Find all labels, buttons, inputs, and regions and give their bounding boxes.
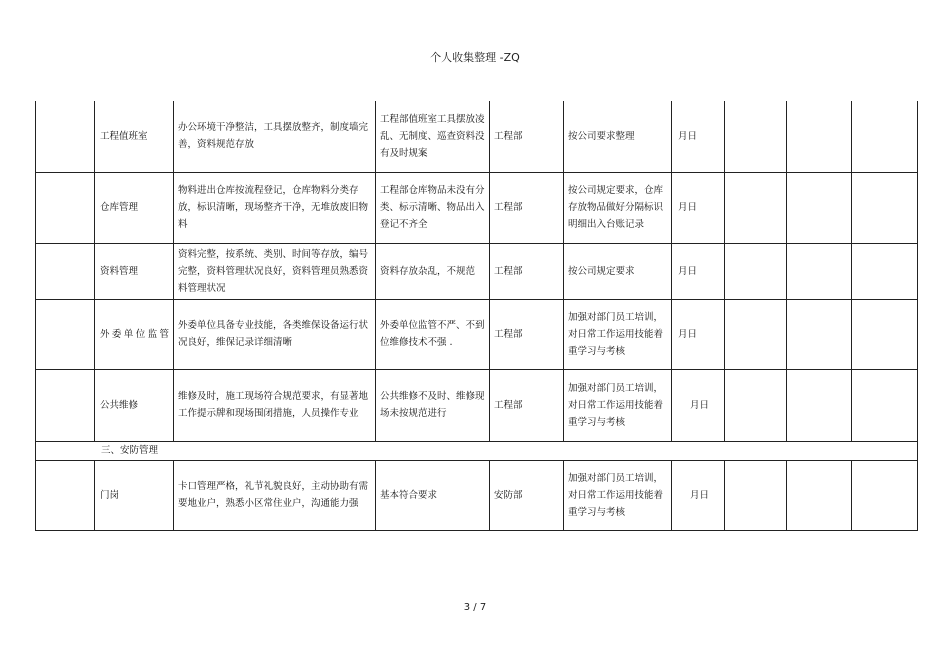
dept-cell: 工程部 (490, 243, 564, 299)
date-cell: 月日 (672, 101, 725, 172)
date-cell: 月日 (672, 299, 725, 369)
blank-cell (725, 460, 787, 530)
blank-cell (36, 369, 95, 441)
measure-cell: 按公司规定要求，仓库存放物品做好分隔标识明细出入台账记录 (564, 172, 672, 243)
measure-cell: 加强对部门员工培训，对日常工作运用技能着重学习与考核 (564, 369, 672, 441)
dept-cell: 安防部 (490, 460, 564, 530)
blank-cell (725, 172, 787, 243)
table-row (36, 172, 918, 243)
standard-cell: 维修及时，施工现场符合规范要求，有显著地工作提示牌和现场围闭措施，人员操作专业 (174, 369, 376, 441)
section-row (36, 441, 918, 460)
standard-cell: 卡口管理严格，礼节礼貌良好，主动协助有需要地业户，熟悉小区常住业户，沟通能力强 (174, 460, 376, 530)
blank-cell (852, 460, 918, 530)
measure-cell: 按公司要求整理 (564, 101, 672, 172)
item-cell: 门岗 (95, 460, 174, 530)
table-row (36, 460, 918, 530)
standard-cell: 资料完整，按系统、类别、时间等存放，编号完整，资料管理状况良好，资料管理员熟悉资料管理状况 (174, 243, 376, 299)
blank-cell (787, 172, 852, 243)
blank-cell (36, 299, 95, 369)
issue-cell: 工程部仓库物品未没有分类、标示清晰、物品出入登记不齐全 (376, 172, 490, 243)
blank-cell (725, 101, 787, 172)
issue-cell: 工程部值班室工具摆放凌乱、无制度、巡查资料没有及时规案 (376, 101, 490, 172)
blank-cell (787, 101, 852, 172)
issue-cell: 资料存放杂乱，不规范 (376, 243, 490, 299)
page-number: 3 / 7 (463, 602, 487, 613)
item-cell: 公共维修 (95, 369, 174, 441)
blank-cell (36, 460, 95, 530)
blank-cell (36, 172, 95, 243)
blank-cell (852, 172, 918, 243)
standard-cell: 物料进出仓库按流程登记，仓库物料分类存放，标识清晰，现场整齐干净，无堆放废旧物料 (174, 172, 376, 243)
blank-cell (725, 299, 787, 369)
blank-cell (725, 243, 787, 299)
blank-cell (725, 369, 787, 441)
date-cell: 月日 (672, 243, 725, 299)
standard-cell: 办公环境干净整洁，工具摆放整齐，制度墙完善，资料规范存放 (174, 101, 376, 172)
date-cell: 月日 (672, 369, 725, 441)
dept-cell: 工程部 (490, 369, 564, 441)
table-row (36, 101, 918, 172)
table-row (36, 243, 918, 299)
blank-cell (787, 299, 852, 369)
issue-cell: 外委单位监管不严、不到位维修技术不强 . (376, 299, 490, 369)
blank-cell (787, 369, 852, 441)
page-header: 个人收集整理 -ZQ (430, 51, 520, 64)
blank-cell (787, 243, 852, 299)
date-cell: 月日 (672, 172, 725, 243)
blank-cell (787, 460, 852, 530)
measure-cell: 加强对部门员工培训，对日常工作运用技能着重学习与考核 (564, 460, 672, 530)
measure-cell: 加强对部门员工培训，对日常工作运用技能着重学习与考核 (564, 299, 672, 369)
date-cell: 月日 (672, 460, 725, 530)
blank-cell (36, 101, 95, 172)
blank-cell (852, 243, 918, 299)
item-cell: 资料管理 (95, 243, 174, 299)
blank-cell (852, 101, 918, 172)
section-title: 三、安防管理 (36, 441, 918, 460)
measure-cell: 按公司规定要求 (564, 243, 672, 299)
dept-cell: 工程部 (490, 101, 564, 172)
standard-cell: 外委单位具备专业技能，各类维保设备运行状况良好，维保记录详细清晰 (174, 299, 376, 369)
inspection-table (35, 101, 918, 531)
dept-cell: 工程部 (490, 299, 564, 369)
item-cell: 仓库管理 (95, 172, 174, 243)
dept-cell: 工程部 (490, 172, 564, 243)
blank-cell (36, 243, 95, 299)
item-cell: 外委单位监管 (95, 299, 174, 369)
table-row (36, 299, 918, 369)
issue-cell: 公共维修不及时、维修现场未按规范进行 (376, 369, 490, 441)
issue-cell: 基本符合要求 (376, 460, 490, 530)
item-cell: 工程值班室 (95, 101, 174, 172)
table-row (36, 369, 918, 441)
blank-cell (852, 369, 918, 441)
blank-cell (852, 299, 918, 369)
